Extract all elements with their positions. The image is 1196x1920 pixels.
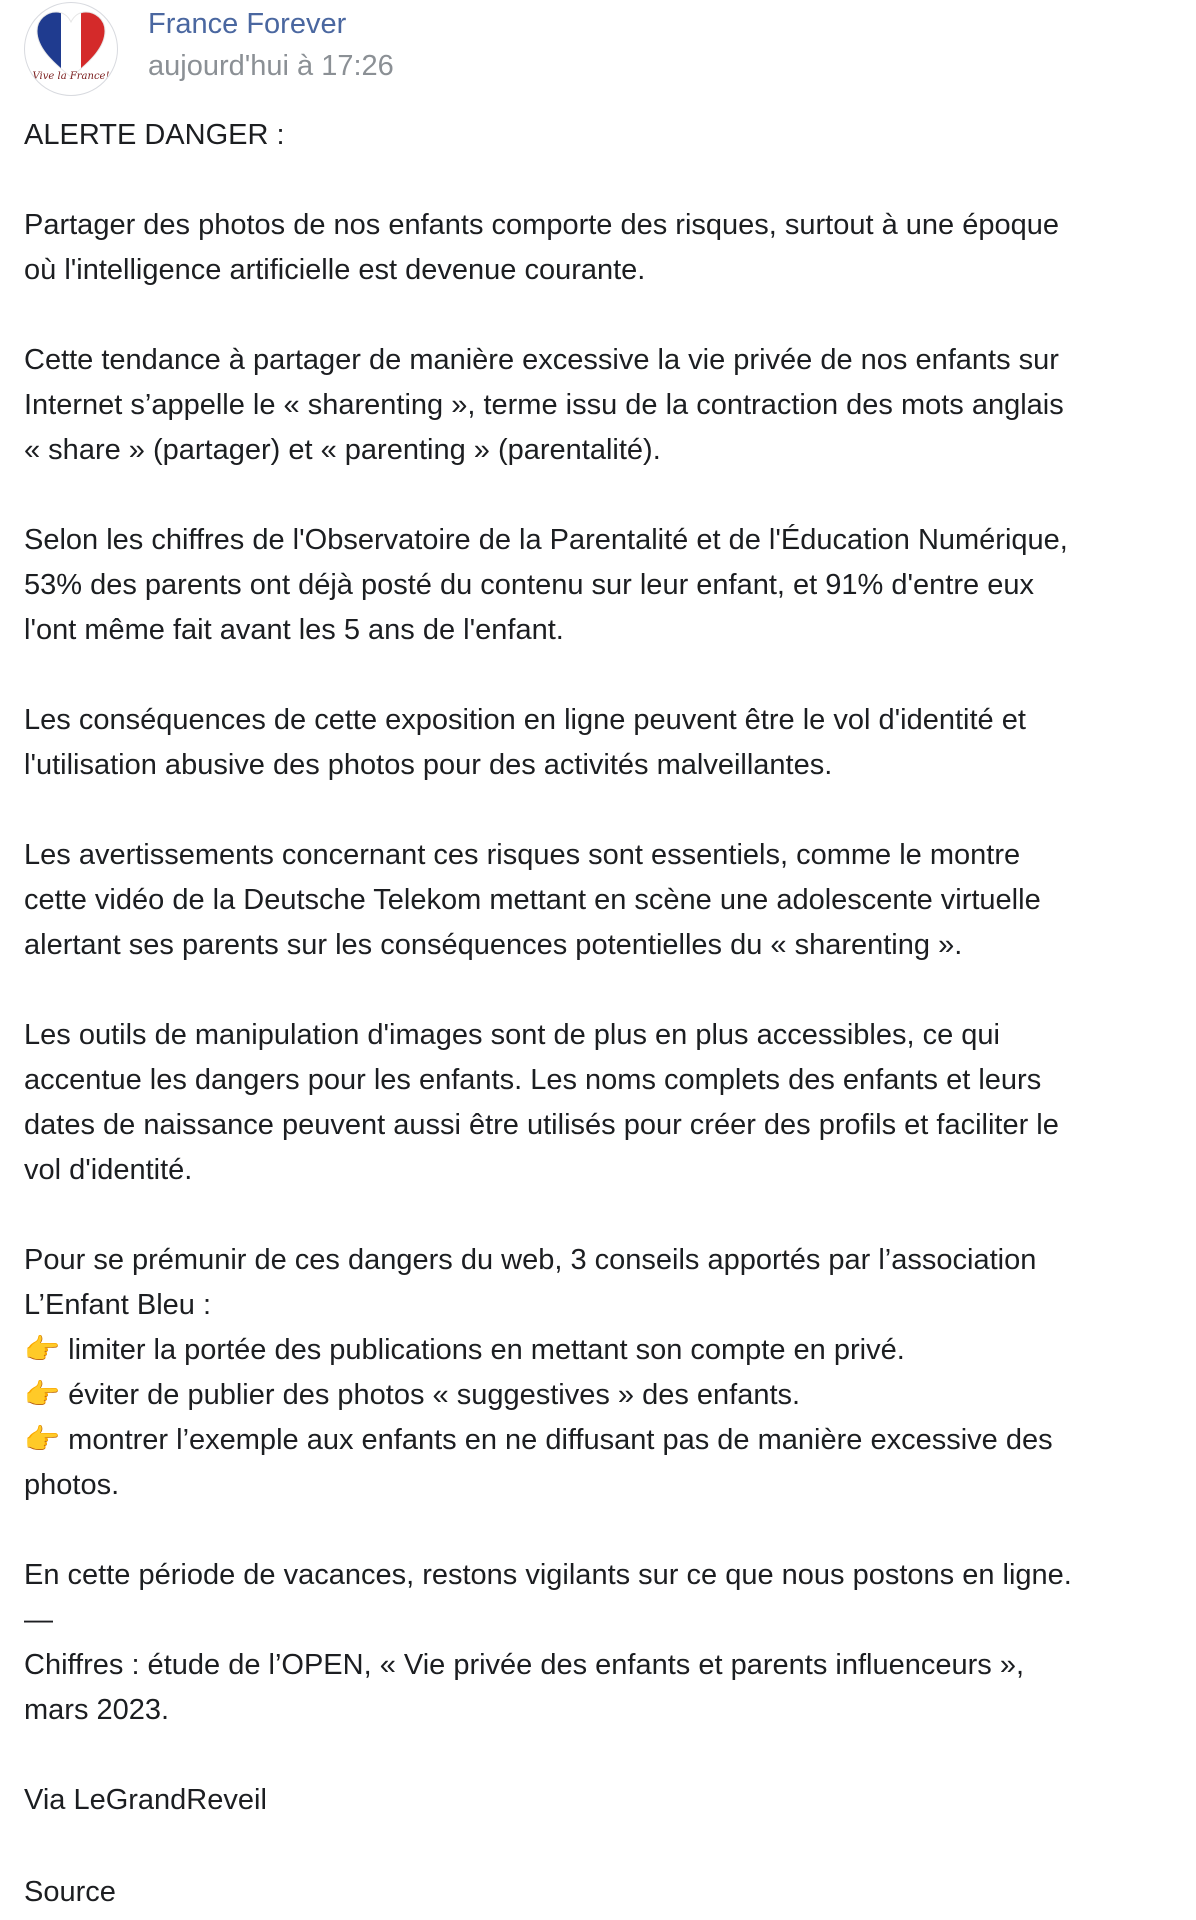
page-name-link[interactable]: France Forever [148, 8, 347, 40]
avatar-caption: Vive la France! [32, 71, 110, 82]
source-link[interactable]: Source [24, 1876, 116, 1908]
avatar[interactable] [24, 2, 118, 96]
post-meta [148, 6, 394, 84]
post-timestamp[interactable]: aujourd'hui à 17:26 [148, 50, 394, 82]
post-body-text: ALERTE DANGER : Partager des photos de nos enfants comporte des risques, surtout à une époque où l'intelligence artificielle est devenue courante. Cette tendance à partager de manière excessive la vie privée de nos enfants sur Internet s’appelle le « sharenting », terme issu de la contraction des mots anglais « share » (partager) et « parenting » (parentalité). Selon les chiffres de l'Observatoire de la Parentalité et de l'Éducation Numérique, 53% des parents ont déjà posté du contenu sur leur enfant, et 91% d'entre eux l'ont même fait avant les 5 ans de l'enfant. Les conséquences de cette exposition en ligne peuvent être le vol d'identité et l'utilisation abusive des photos pour des activités malveillantes. Les avertissements concernant ces risques sont essentiels, comme le montre cette vidéo de la Deutsche Telekom mettant en scène une adolescente virtuelle alertant ses parents sur les conséquences potentielles du « sharenting ». Les outils de manipulation d'images sont de plus en plus accessibles, ce qui accentue les dangers pour les enfants. Les noms complets des enfants et leurs dates de naissance peuvent aussi être utilisés pour créer des profils et faciliter le vol d'identité. Pour se prémunir de ces dangers du web, 3 conseils apportés par l’association L’Enfant Bleu : 👉 limiter la portée des publications en mettant son compte en privé. 👉 éviter de publier des photos « suggestives » des enfants. 👉 montrer l’exemple aux enfants en ne diffusant pas de manière excessive des photos. En cette période de vacances, restons vigilants sur ce que nous postons en ligne. — Chiffres : étude de l’OPEN, « Vie privée des enfants et parents influenceurs », mars 2023. Via LeGrandReveil [24, 119, 1072, 1816]
post-header [24, 0, 394, 100]
